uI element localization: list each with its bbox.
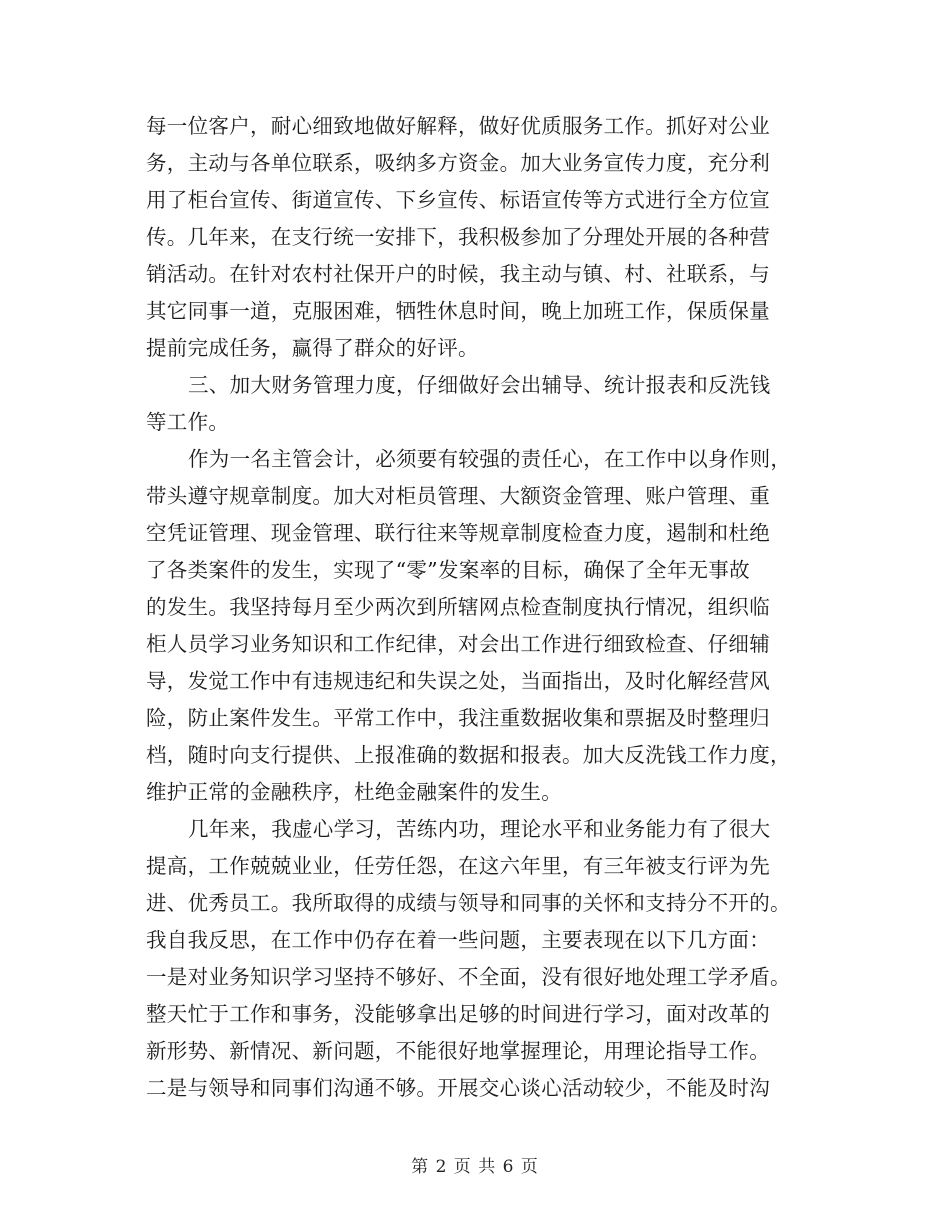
text-line: 险，防止案件发生。平常工作中，我注重数据收集和票据及时整理归 bbox=[146, 706, 770, 730]
text-line: 带头遵守规章制度。加大对柜员管理、大额资金管理、账户管理、重 bbox=[146, 484, 770, 508]
text-line: 柜人员学习业务知识和工作纪律，对会出工作进行细致检查、仔细辅 bbox=[146, 632, 770, 656]
body-text bbox=[146, 108, 806, 1107]
text-line: 了各类案件的发生，实现了“零”发案率的目标，确保了全年无事故 bbox=[146, 558, 750, 582]
text-line: 整天忙于工作和事务，没能够拿出足够的时间进行学习，面对改革的 bbox=[146, 1002, 770, 1026]
text-line: 等工作。 bbox=[146, 410, 230, 434]
text-line: 提高，工作兢兢业业，任劳任怨，在这六年里，有三年被支行评为先 bbox=[146, 854, 770, 878]
section-heading: 三、加大财务管理力度，仔细做好会出辅导、统计报表和反洗钱 bbox=[188, 373, 771, 397]
text-line: 其它同事一道，克服困难，牺牲休息时间，晚上加班工作，保质保量 bbox=[146, 299, 770, 323]
text-line: 几年来，我虚心学习，苦练内功，理论水平和业务能力有了很大 bbox=[188, 817, 771, 841]
text-line: 导，发觉工作中有违规违纪和失误之处，当面指出，及时化解经营风 bbox=[146, 669, 770, 693]
text-line: 维护正常的金融秩序，杜绝金融案件的发生。 bbox=[146, 780, 562, 804]
text-line: 进、优秀员工。我所取得的成绩与领导和同事的关怀和支持分不开的。 bbox=[146, 891, 791, 915]
text-line: 传。几年来，在支行统一安排下，我积极参加了分理处开展的各种营 bbox=[146, 225, 770, 249]
text-line: 提前完成任务，赢得了群众的好评。 bbox=[146, 336, 479, 360]
text-line: 销活动。在针对农村社保开户的时候，我主动与镇、村、社联系，与 bbox=[146, 262, 770, 286]
text-line: 一是对业务知识学习坚持不够好、不全面，没有很好地处理工学矛盾。 bbox=[146, 965, 791, 989]
text-line: 的发生。我坚持每月至少两次到所辖网点检查制度执行情况，组织临 bbox=[146, 595, 770, 619]
text-line: 我自我反思，在工作中仍存在着一些问题，主要表现在以下几方面： bbox=[146, 928, 770, 952]
page-number: 第 2 页 共 6 页 bbox=[411, 1157, 539, 1177]
text-line: 用了柜台宣传、街道宣传、下乡宣传、标语宣传等方式进行全方位宣 bbox=[146, 188, 770, 212]
text-line: 二是与领导和同事们沟通不够。开展交心谈心活动较少，不能及时沟 bbox=[146, 1076, 770, 1100]
text-line: 务，主动与各单位联系，吸纳多方资金。加大业务宣传力度，充分利 bbox=[146, 151, 770, 175]
text-line: 每一位客户，耐心细致地做好解释，做好优质服务工作。抓好对公业 bbox=[146, 114, 770, 138]
text-line: 空凭证管理、现金管理、联行往来等规章制度检查力度，遏制和杜绝 bbox=[146, 521, 770, 545]
text-line: 档，随时向支行提供、上报准确的数据和报表。加大反洗钱工作力度， bbox=[146, 743, 791, 767]
text-line: 作为一名主管会计，必须要有较强的责任心，在工作中以身作则， bbox=[188, 447, 792, 471]
text-line: 新形势、新情况、新问题，不能很好地掌握理论，用理论指导工作。 bbox=[146, 1039, 770, 1063]
